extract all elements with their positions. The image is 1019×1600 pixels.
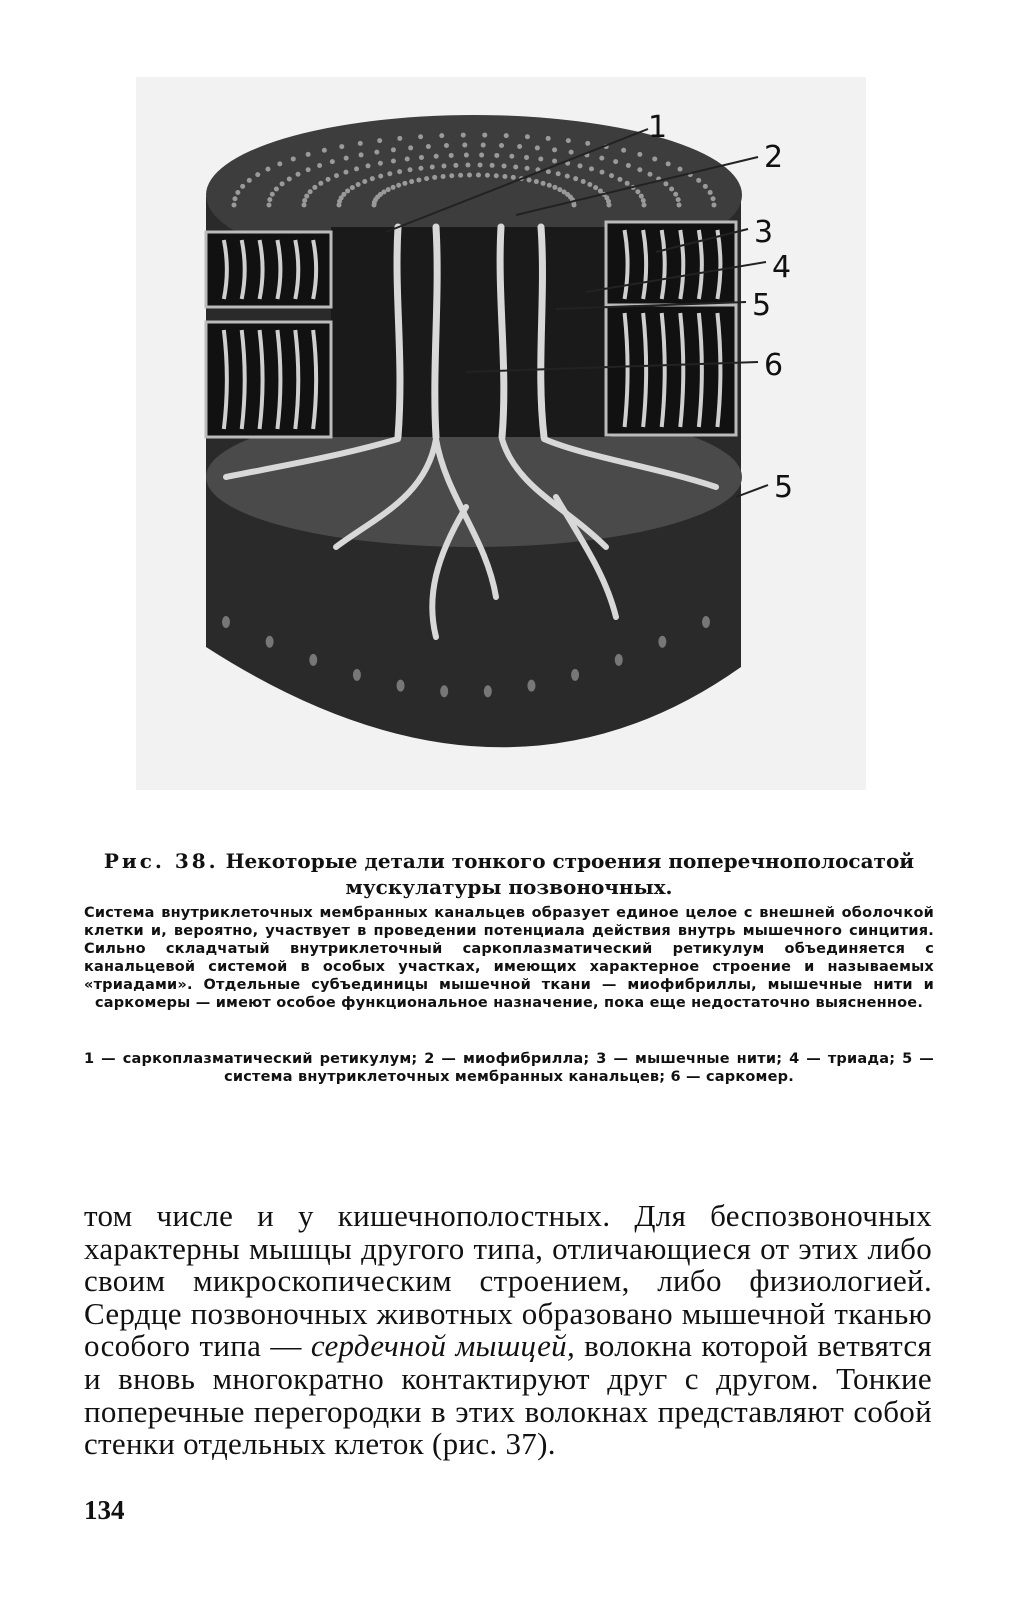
top-dot [552,147,557,152]
top-dot [677,203,682,208]
top-dot [240,184,245,189]
top-dot [296,172,301,177]
top-dot [467,173,472,178]
muscle-structure-figure [136,77,866,790]
top-dot [378,161,383,166]
top-dot [274,187,279,192]
top-dot [494,153,499,158]
top-dot [663,181,668,186]
top-dot [494,173,499,178]
top-dot [572,203,577,208]
label-6: 6 [764,348,784,383]
top-dot [387,171,392,176]
top-dot [397,169,402,174]
top-dot [444,143,449,148]
top-dot [341,192,346,197]
top-dot [525,134,530,139]
top-dot [235,190,240,195]
figure-number: Рис. 38. [103,849,219,873]
top-dot [464,153,469,158]
top-dot [267,197,272,202]
figure-title: Некоторые детали тонкого строения поперечнополосатой мускулатуры позвоночных. [225,849,915,899]
top-dot [408,167,413,172]
top-dot [589,166,594,171]
top-dot [552,158,557,163]
body-paragraph [84,1200,932,1461]
top-dot [639,194,644,199]
top-dot [626,163,631,168]
top-dot [552,185,557,190]
top-dot [326,177,331,182]
top-dot [397,136,402,141]
wall-hole [615,654,623,666]
top-dot [637,167,642,172]
top-dot [434,154,439,159]
top-dot [350,185,355,190]
top-dot [322,148,327,153]
top-dot [291,156,296,161]
top-dot [255,172,260,177]
top-dot [479,153,484,158]
top-dot [424,176,429,181]
top-dot [416,177,421,182]
top-dot [405,157,410,162]
label-5-lower: 5 [774,470,794,505]
top-dot [485,173,490,178]
top-dot [617,177,622,182]
label-1: 1 [648,110,668,145]
top-dot [511,175,516,180]
top-dot [621,148,626,153]
top-dot [232,203,237,208]
page-number: 134 [84,1495,125,1525]
top-dot [712,203,717,208]
top-dot [362,179,367,184]
top-dot [358,141,363,146]
top-dot [391,185,396,190]
top-dot [374,150,379,155]
top-dot [652,156,657,161]
label-2: 2 [764,140,784,175]
top-dot [277,161,282,166]
top-dot [581,179,586,184]
top-dot [432,175,437,180]
top-dot [557,187,562,192]
top-dot [381,189,386,194]
top-dot [453,163,458,168]
top-dot [541,181,546,186]
top-dot [449,153,454,158]
top-dot [607,203,612,208]
top-dot [396,183,401,188]
top-dot [370,176,375,181]
wall-hole [440,685,448,697]
top-dot [647,172,652,177]
top-dot [577,163,582,168]
top-dot [502,174,507,179]
top-dot [527,177,532,182]
top-dot [499,143,504,148]
body-term: сердечной мышцей, [310,1328,576,1364]
top-dot [696,178,701,183]
top-dot [598,188,603,193]
figure-legend: 1 — саркоплазматический ретикулум; 2 — миофибрилла; 3 — мышечные нити; 4 — триада; 5 — система внутриклеточных мембранных канальцев; 6 — саркомер. [84,1051,934,1085]
label-4: 4 [772,250,792,285]
top-dot [280,181,285,186]
top-dot [556,171,561,176]
wall-hole [222,616,230,628]
wall-hole [658,636,666,648]
top-dot [565,174,570,179]
top-dot [711,196,716,201]
body-text-before: том числе и у кишечнополостных. Для беспозвоночных характерны мышцы другого типа, отличающиеся от этих либо своим микроскопическим строением, либо физиологией. Сердце позвоночных животных образовано мышечной тканью особого типа — [84,1198,932,1364]
top-dot [306,167,311,172]
top-dot [462,143,467,148]
top-dot [302,198,307,203]
top-dot [441,164,446,169]
top-dot [669,187,674,192]
top-dot [476,173,481,178]
top-dot [587,182,592,187]
top-dot [265,167,270,172]
top-dot [408,145,413,150]
top-dot [708,190,713,195]
top-dot [302,203,307,208]
top-dot [481,143,486,148]
top-dot [418,166,423,171]
wall-hole [527,680,535,692]
top-dot [449,173,454,178]
top-dot [402,181,407,186]
top-dot [676,197,681,202]
top-dot [504,133,509,138]
top-dot [344,156,349,161]
top-dot [308,189,313,194]
top-dot [330,159,335,164]
top-dot [318,181,323,186]
top-dot [599,156,604,161]
top-dot [566,138,571,143]
top-dot [502,164,507,169]
figure-description: Система внутриклеточных мембранных канальцев образует единое целое с внешней оболочкой клетки и, вероятно, участвует в проведении потенциала действия внутрь мышечного синцития. Сильно складчатый внутриклеточный саркоплазматический ретикулум объединяется с канальцевой системой в особых участках, имеющих характерное строение и называемых «триадами». Отдельные субъединицы мышечной ткани — миофибриллы, мышечные нити и саркомеры — имеют особое функциональное назначение, пока еще недостаточно выясненное. [84,905,934,1011]
top-dot [386,187,391,192]
top-dot [535,145,540,150]
top-dot [547,183,552,188]
top-dot [334,173,339,178]
top-dot [247,178,252,183]
label-5: 5 [752,288,772,323]
top-dot [354,166,359,171]
top-dot [267,203,272,208]
top-dot [703,184,708,189]
top-dot [490,163,495,168]
top-dot [377,138,382,143]
top-dot [232,196,237,201]
top-dot [642,203,647,208]
top-dot [461,133,466,138]
body-text-after: волокна которой ветвятся и вновь многократно контактируют друг с другом. Тонкие поперечные перегородки в этих волокнах представляют собой стенки отдельных клеток (рис. 37). [84,1328,932,1462]
wall-hole [266,636,274,648]
top-dot [573,176,578,181]
top-dot [270,192,275,197]
top-dot [609,173,614,178]
top-dot [287,176,292,181]
top-dot [366,163,371,168]
top-dot [458,173,463,178]
top-dot [391,158,396,163]
top-dot [538,157,543,162]
top-dot [613,159,618,164]
top-dot [593,185,598,190]
top-dot [637,152,642,157]
top-dot [359,152,364,157]
top-dot [513,164,518,169]
top-dot [525,166,530,171]
top-dot [317,163,322,168]
top-dot [426,144,431,149]
top-dot [635,189,640,194]
top-dot [641,198,646,203]
top-dot [356,182,361,187]
top-dot [419,155,424,160]
top-dot [666,161,671,166]
wall-hole [484,685,492,697]
top-dot [673,192,678,197]
top-dot [482,133,487,138]
top-dot [391,147,396,152]
top-dot [409,179,414,184]
top-dot [441,174,446,179]
top-dot [569,150,574,155]
top-dot [524,155,529,160]
top-dot [600,170,605,175]
top-dot [306,152,311,157]
top-dot [430,164,435,169]
wall-hole [397,680,405,692]
top-dot [418,134,423,139]
muscle-cylinder-illustration [136,77,866,790]
wall-hole [353,669,361,681]
top-dot [339,144,344,149]
top-dot [304,194,309,199]
top-dot [625,181,630,186]
label-3: 3 [754,215,774,250]
top-dot [343,170,348,175]
top-dot [465,163,470,168]
top-dot [378,174,383,179]
top-dot [312,185,317,190]
cutaway-block [331,227,611,437]
figure-caption-title [84,848,934,900]
top-dot [678,167,683,172]
top-dot [517,144,522,149]
top-dot [439,133,444,138]
wall-hole [571,669,579,681]
top-dot [546,136,551,141]
wall-hole [309,654,317,666]
top-dot [585,141,590,146]
top-dot [534,179,539,184]
top-dot [478,163,483,168]
top-dot [345,188,350,193]
top-dot [509,154,514,159]
wall-hole [702,616,710,628]
